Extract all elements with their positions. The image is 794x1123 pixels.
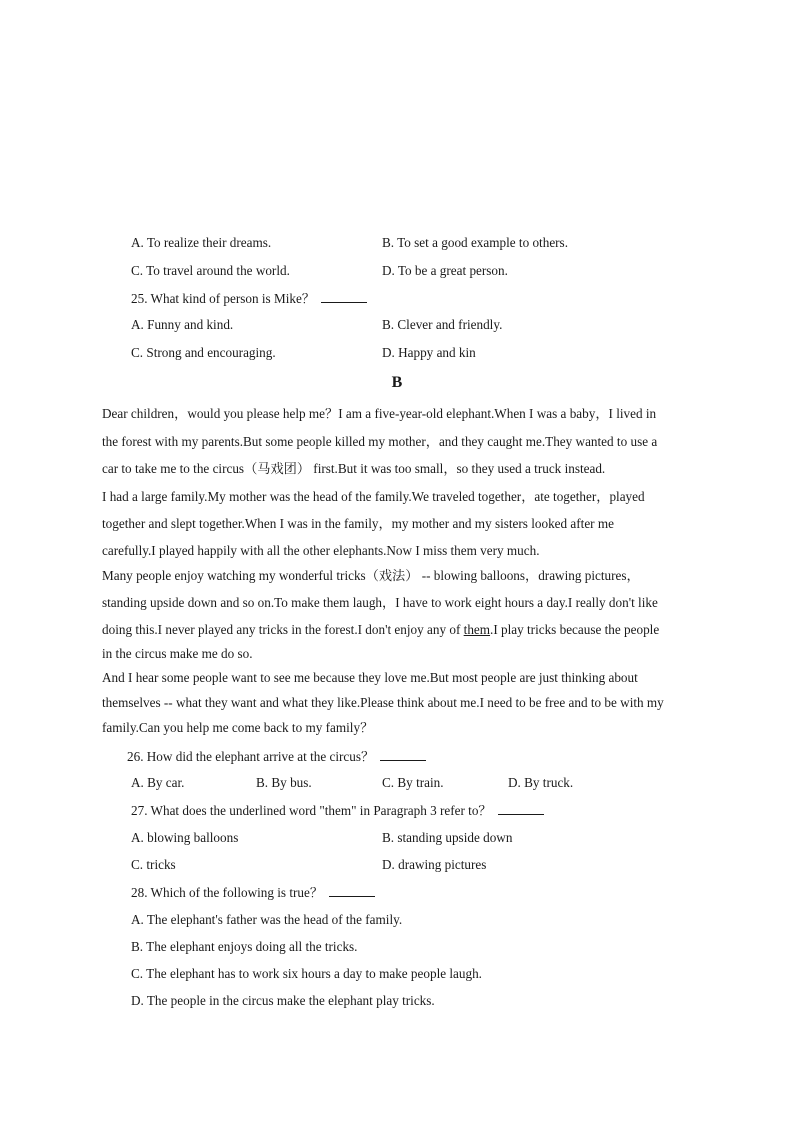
q28-stem [131, 884, 375, 901]
q26-option-b: B. By bus. [256, 775, 312, 790]
passage-line [102, 622, 659, 638]
passage-line: standing upside down and so on.To make them laugh，I have to work eight hours a day.I really don't like [102, 595, 658, 610]
passage-line: in the circus make me do so. [102, 646, 253, 661]
q26-option-d: D. By truck. [508, 775, 574, 790]
q25-stem-text: 25. What kind of person is Mike？ [131, 291, 315, 306]
q27-option-d: D. drawing pictures [382, 857, 487, 872]
passage-line: I had a large family.My mother was the head of the family.We traveled together，ate together，played [102, 489, 645, 504]
q25-option-d: D. Happy and kin [382, 345, 476, 360]
passage-line: And I hear some people want to see me because they love me.But most people are just thinking about [102, 670, 638, 685]
q26-stem [127, 748, 426, 765]
answer-blank [498, 802, 544, 815]
section-title: B [391, 374, 403, 391]
q28-stem-text: 28. Which of the following is true？ [131, 885, 324, 900]
q24-option-a: A. To realize their dreams. [131, 235, 272, 250]
q27-stem [131, 802, 544, 819]
answer-blank [380, 748, 426, 761]
passage-line: the forest with my parents.But some people killed my mother，and they caught me.They wanted to use a [102, 434, 658, 449]
q25-option-b: B. Clever and friendly. [382, 317, 503, 332]
passage-line: car to take me to the circus（马戏团） first.But it was too small，so they used a truck instead. [102, 461, 606, 476]
q24-option-c: C. To travel around the world. [131, 263, 290, 278]
q27-option-a: A. blowing balloons [131, 830, 239, 845]
q25-option-a: A. Funny and kind. [131, 317, 234, 332]
passage-line: themselves -- what they want and what they like.Please think about me.I need to be free and to be with my [102, 695, 664, 710]
passage-line: carefully.I played happily with all the other elephants.Now I miss them very much. [102, 543, 540, 558]
q28-option-c: C. The elephant has to work six hours a day to make people laugh. [131, 966, 482, 981]
passage-line: family.Can you help me come back to my family？ [102, 720, 374, 735]
passage-line: Many people enjoy watching my wonderful tricks（戏法） -- blowing balloons，drawing pictures， [102, 568, 640, 583]
q28-option-d: D. The people in the circus make the elephant play tricks. [131, 993, 435, 1008]
passage-text: doing this.I never played any tricks in the forest.I don't enjoy any of [102, 622, 464, 637]
passage-line: Dear children，would you please help me？I am a five-year-old elephant.When I was a baby，I lived in [102, 406, 657, 421]
q26-option-a: A. By car. [131, 775, 185, 790]
answer-blank [329, 884, 375, 897]
q28-option-b: B. The elephant enjoys doing all the tricks. [131, 939, 358, 954]
q26-stem-text: 26. How did the elephant arrive at the circus？ [127, 749, 375, 764]
q27-option-c: C. tricks [131, 857, 176, 872]
q24-option-b: B. To set a good example to others. [382, 235, 568, 250]
answer-blank [321, 290, 367, 303]
q25-option-c: C. Strong and encouraging. [131, 345, 276, 360]
q26-option-c: C. By train. [382, 775, 444, 790]
q25-stem [131, 290, 367, 307]
q28-option-a: A. The elephant's father was the head of the family. [131, 912, 403, 927]
q24-option-d: D. To be a great person. [382, 263, 508, 278]
underlined-word-them: them [463, 622, 491, 637]
q27-option-b: B. standing upside down [382, 830, 513, 845]
passage-line: together and slept together.When I was in the family，my mother and my sisters looked after me [102, 516, 614, 531]
q27-stem-text: 27. What does the underlined word "them" in Paragraph 3 refer to？ [131, 803, 492, 818]
passage-text: .I play tricks because the people [490, 622, 660, 637]
